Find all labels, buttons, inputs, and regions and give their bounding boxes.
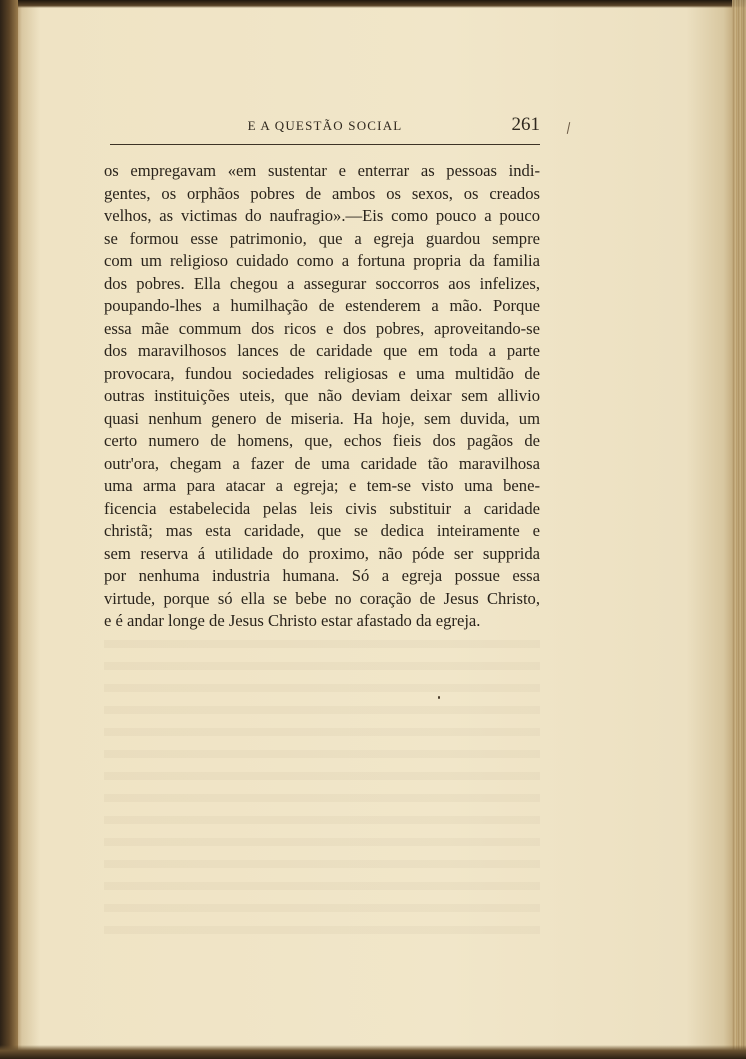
text-line: outr'ora, chegam a fazer de uma caridade tão maravilhosa (104, 453, 540, 473)
bottom-shadow (0, 1045, 746, 1059)
text-line: virtude, porque só ella se bebe no coração de Jesus Christo, (104, 588, 540, 608)
text-line: velhos, as victimas do naufragio».—Eis como pouco a pouco (104, 206, 540, 225)
text-line: sem reserva á utilidade do proximo, não póde ser supprida (104, 543, 540, 563)
text-line: os empregavam «em sustentar e enterrar as pessoas indi- (104, 161, 540, 180)
text-line: essa mãe commum dos ricos e dos pobres, aproveitando-se (104, 318, 540, 338)
show-through (104, 640, 540, 940)
text-line: dos maravilhosos lances de caridade que em toda a parte (104, 341, 540, 360)
text-line: se formou esse patrimonio, que a egreja guardou sempre (104, 228, 540, 248)
text-line: dos pobres. Ella chegou a assegurar soccorros aos infelizes, (104, 273, 540, 293)
text-line: ficencia estabelecida pelas leis civis substituir a caridade (104, 498, 540, 518)
running-title: E A QUESTÃO SOCIAL (247, 118, 403, 133)
book-spine (0, 0, 18, 1059)
top-shadow (0, 0, 746, 8)
page-number: 261 (511, 114, 540, 135)
text-line: gentes, os orphãos pobres de ambos os sexos, os creados (104, 183, 540, 203)
ink-speck (438, 696, 440, 699)
margin-mark (567, 122, 570, 134)
text-line: por nenhuma industria humana. Só a egreja possue essa (104, 566, 540, 585)
running-header (110, 112, 540, 145)
page-edges (732, 0, 746, 1059)
text-line: provocara, fundou sociedades religiosas e uma multidão de (104, 363, 540, 383)
text-line: certo numero de homens, que, echos fieis dos pagãos de (104, 431, 540, 450)
text-line: e é andar longe de Jesus Christo estar afastado da egreja. (104, 611, 481, 630)
body-paragraph (104, 160, 540, 633)
text-line: uma arma para atacar a egreja; e tem-se visto uma bene- (104, 476, 540, 495)
text-line: poupando-lhes a humilhação de estenderem a mão. Porque (104, 296, 540, 315)
text-line: christã; mas esta caridade, que se dedica inteiramente e (104, 521, 540, 540)
text-line: com um religioso cuidado como a fortuna propria da familia (104, 251, 540, 270)
text-line: quasi nenhum genero de miseria. Ha hoje, sem duvida, um (104, 408, 540, 428)
text-line: outras instituições uteis, que não deviam deixar sem allivio (104, 386, 540, 405)
